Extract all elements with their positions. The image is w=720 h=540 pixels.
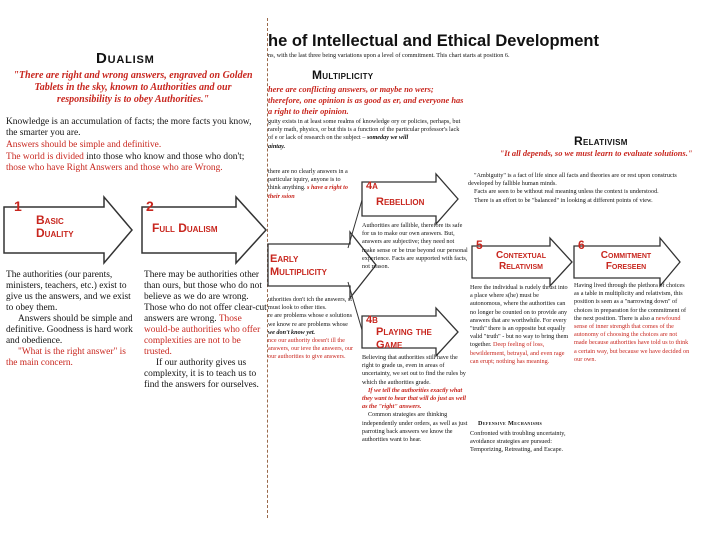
- playing-red-text: If we tell the authorities exactly what they want to hear that will do just as well as the "right" answers.: [362, 386, 467, 411]
- contextual-text: [470, 284, 570, 366]
- relativism-body-1: "Ambiguity" is a fact of life since all facts and theories are or rest upon constructs developed by fallible human minds.: [468, 172, 677, 188]
- step-5-label: Contextual Relativism: [496, 250, 546, 272]
- step-4a-label: Rebellion: [376, 196, 425, 208]
- multiplicity-body-b: someday we will: [365, 134, 409, 142]
- commitment-text: [574, 282, 690, 364]
- dualism-col1: [6, 270, 134, 369]
- step-6-label: Commitment Foreseen: [600, 250, 652, 272]
- relativism-body-2: Facts are seen to be without real meaning unless the context is understood.: [474, 188, 659, 196]
- early-mult-c: uthorities don't ich the answers, st must look to other ities.: [268, 296, 352, 312]
- early-mult-b: s have a right to their ssion: [268, 184, 348, 200]
- early-multiplicity-text-bottom: [268, 296, 358, 362]
- multiplicity-body-c: aintay.: [268, 142, 286, 150]
- step-4b-number: 4b: [366, 314, 378, 326]
- step-2-label: Full Dualism: [152, 221, 218, 235]
- contextual-red: Deep feeling of loss, bewilderment, betrayal, and even rage can erupt; nothing has meaning.: [470, 341, 565, 365]
- multiplicity-body-a: guity exists in at least some realms of knowledge ory or policies, perhaps, but rarely math, physics, or but this is a function of the particular professor's lack of e or lack of research on the subject –: [268, 118, 461, 142]
- playing-text: Believing that authorities still have the right to grade us, even in areas of uncertainty, we set out to find the rules by which the authorities grade.: [362, 354, 466, 386]
- step-2-number: 2: [146, 198, 154, 214]
- step-4a-number: 4a: [366, 180, 378, 192]
- col1-answers-text: Answers should be simple and definitive. Goodness is hard work and obedience.: [6, 314, 133, 346]
- commitment-red: newfound sense of inner strength that comes of the autonomy of choosing the choices are not made because authorities have told us to think a certain way, but because we have decided on our own.: [574, 314, 690, 363]
- multiplicity-title: Multiplicity: [312, 68, 374, 82]
- step-4b-label: Playing the Game: [376, 326, 432, 351]
- col2-authorities-red: Those would-be authorities who offer complexities are not to be trusted.: [144, 314, 261, 357]
- step-6-number: 6: [578, 238, 585, 252]
- multiplicity-quote: here are conflicting answers, or maybe no wers; therefore, one opinion is as good as er, and everyone has a right to their opinion.: [268, 85, 464, 116]
- rebellion-text: Authorities are fallible, therefore its safe for us to make our own answers. But, answers are subjective; they need not make sense or be true beyond our personal experience. Facts are supported with facts, not reason.: [362, 222, 468, 271]
- dualism-knowledge-text: Knowledge is an accumulation of facts; the more facts you know, the smarter you are.: [6, 117, 252, 138]
- early-mult-f: nce our authority doesn't ill the answers, our ieve the answers, our: [268, 337, 354, 353]
- playing-after-text: Common strategies are thinking independently under orders, as well as just parroting back answers we know the authorities want to hear.: [362, 411, 468, 444]
- dualism-world-black: into those who know and those who don't;: [83, 152, 245, 162]
- defensive-title: Defensive Mechanisms: [478, 420, 543, 427]
- left-page: [0, 0, 266, 540]
- relativism-quote: "It all depends, so we must learn to evaluate solutions.": [499, 149, 693, 158]
- step-1-label: Basic Duality: [36, 213, 74, 240]
- dualism-answers-text: Answers should be simple and definitive.: [6, 140, 162, 150]
- commitment-black: Having lived through the plethora of choices as a table in multiplicity and relativism, this position is seen as a "narrowing down" of choices in preparation for the commitment of the next position. There is also a: [574, 282, 687, 322]
- chart-title: he of Intellectual and Ethical Development: [268, 32, 599, 50]
- contextual-black: Here the individual is rudely thrust into a place where s(he) must be autonomous, where the authorities can no longer be counted on to provide any answers that are worthwhile. For every "truth" there is an opposite but equally valid "truth" - but no way to bring them together.: [470, 284, 569, 349]
- col1-right-answer-text: [6, 347, 134, 369]
- step-3-label: Early Multiplicity: [270, 253, 328, 278]
- early-mult-a: there are no clearly answers in a particular iquiry, anyone is to think anything.: [268, 168, 348, 192]
- col2-authorities-black: There may be authorities other than ours, but those who do not believe as we do are wrong. Those who do not offer clear-cut answers are wrong.: [144, 270, 267, 324]
- early-mult-g: our authorities to give answers.: [268, 353, 346, 361]
- dualism-world-red: The world is divided: [6, 152, 84, 162]
- early-mult-d: re are problems whose e solutions we know re are problems whose: [268, 312, 353, 328]
- early-mult-e: we don't know yet.: [268, 328, 316, 336]
- step-5-number: 5: [476, 238, 483, 252]
- relativism-body-3: There is an effort to be "balanced" in looking at different points of view.: [474, 196, 653, 204]
- dualism-title: Dualism: [96, 50, 155, 67]
- defensive-body: Confronted with troubling uncertainty, avoidance strategies are pursued: Temporizing, Retreating, and Escape.: [470, 430, 566, 454]
- col1-right-answer-red: "What is the right answer": [18, 347, 118, 357]
- col1-right-answer-rest: is the main concern.: [6, 347, 126, 368]
- col2-complexity-text: If our authority gives us complexity, it is to teach us to find the answers for ourselves.: [144, 358, 259, 390]
- dualism-quote: "There are right and wrong answers, engraved on Golden Tablets in the sky, known to Authorities and our responsibility is to obey Authorities.": [13, 70, 253, 105]
- dualism-world-text: [6, 152, 256, 174]
- step-1-number: 1: [14, 198, 22, 214]
- right-page: [268, 0, 720, 540]
- col2-authorities-text: [144, 270, 268, 358]
- relativism-title: Relativism: [574, 134, 628, 148]
- col1-authorities-text: The authorities (our parents, ministers, teachers, etc.) exist to give us the answers, and we exist to obey them.: [6, 270, 131, 313]
- playing-game-text: [362, 354, 468, 444]
- dualism-world-red2: those who have Right Answers and those who are Wrong.: [6, 163, 223, 173]
- dualism-col2: [144, 270, 268, 391]
- chart-subtitle: ns, with the last three being variations upon a level of commitment. This chart starts at position 6.: [268, 52, 510, 59]
